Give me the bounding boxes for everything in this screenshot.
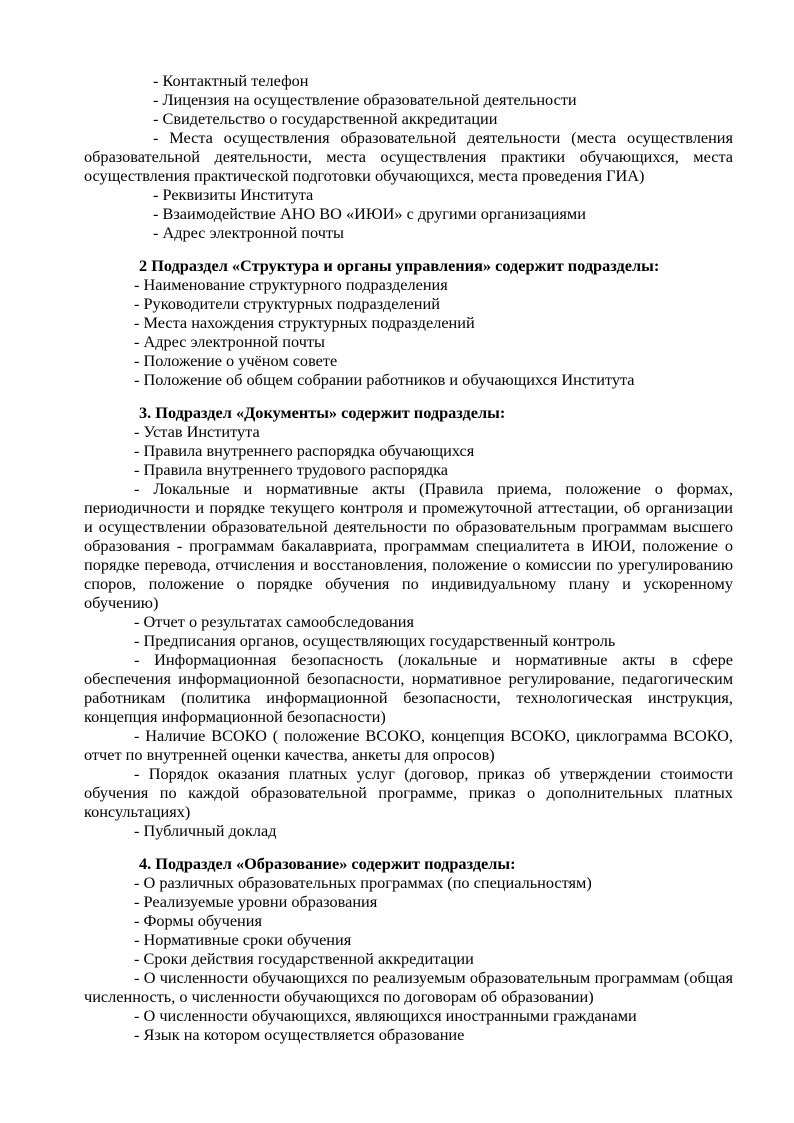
list-item: - Язык на котором осуществляется образование [134,1025,465,1044]
list-item: - Места нахождения структурных подразделений [134,313,475,332]
list-item: - Адрес электронной почты [134,332,325,351]
section-heading: 3. Подраздел «Документы» содержит подразделы: [139,403,506,422]
list-item: - Наличие ВСОКО ( положение ВСОКО, концепция ВСОКО, циклограмма ВСОКО, отчет по внутренней оценки качества, анкеты для опросов) [84,726,733,764]
list-item: - Свидетельство о государственной аккредитации [153,109,498,128]
list-item: - Формы обучения [134,911,262,930]
list-item: - Положение об общем собрании работников и обучающихся Института [134,370,635,389]
list-item: - О численности обучающихся, являющихся иностранными гражданами [134,1006,637,1025]
list-item: - О численности обучающихся по реализуемым образовательным программам (общая численность, о численности обучающихся по договорам об образовании) [84,968,733,1006]
list-item: - Сроки действия государственной аккредитации [134,949,474,968]
list-item: - Локальные и нормативные акты (Правила приема, положение о формах, периодичности и порядке текущего контроля и промежуточной аттестации, об организации и осуществлении образовательной деятельности по образовательным программам высшего образования - программам бакалавриата, программам специалитета в ИЮИ, положение о порядке перевода, отчисления и восстановления, положение о комиссии по урегулированию споров, положение о порядке обучения по индивидуальному плану и ускоренному обучению) [84,479,733,612]
section-heading: 4. Подраздел «Образование» содержит подразделы: [139,854,516,873]
list-item: - Положение о учёном совете [134,351,338,370]
list-item: - Наименование структурного подразделения [134,275,448,294]
list-item: - Лицензия на осуществление образовательной деятельности [153,90,577,109]
list-item: - Места осуществления образовательной деятельности (места осуществления образовательной деятельности, места осуществления практики обучающихся, места осуществления практической подготовки обучающихся, места проведения ГИА) [84,128,733,185]
list-item: - Взаимодействие АНО ВО «ИЮИ» с другими организациями [153,204,586,223]
list-item: - Нормативные сроки обучения [134,930,352,949]
list-item: - Контактный телефон [153,71,309,90]
list-item: - Реквизиты Института [153,185,314,204]
list-item: - Порядок оказания платных услуг (договор, приказ об утверждении стоимости обучения по каждой образовательной программе, приказ о дополнительных платных консультациях) [84,764,733,821]
list-item: - Информационная безопасность (локальные и нормативные акты в сфере обеспечения информационной безопасности, нормативное регулирование, педагогическим работникам (политика информационной безопасности, технологическая инструкция, концепция информационной безопасности) [84,650,733,726]
list-item: - Правила внутреннего трудового распорядка [134,460,449,479]
list-item: - О различных образовательных программах (по специальностям) [134,873,592,892]
list-item: - Устав Института [134,422,260,441]
list-item: - Правила внутреннего распорядка обучающихся [134,441,475,460]
list-item: - Отчет о результатах самообследования [134,612,414,631]
document-body [84,71,733,1044]
list-item: - Предписания органов, осуществляющих государственный контроль [134,631,616,650]
section-heading: 2 Подраздел «Структура и органы управления» содержит подразделы: [139,256,660,275]
list-item: - Руководители структурных подразделений [134,294,440,313]
list-item: - Публичный доклад [134,821,277,840]
list-item: - Реализуемые уровни образования [134,892,378,911]
list-item: - Адрес электронной почты [153,223,344,242]
